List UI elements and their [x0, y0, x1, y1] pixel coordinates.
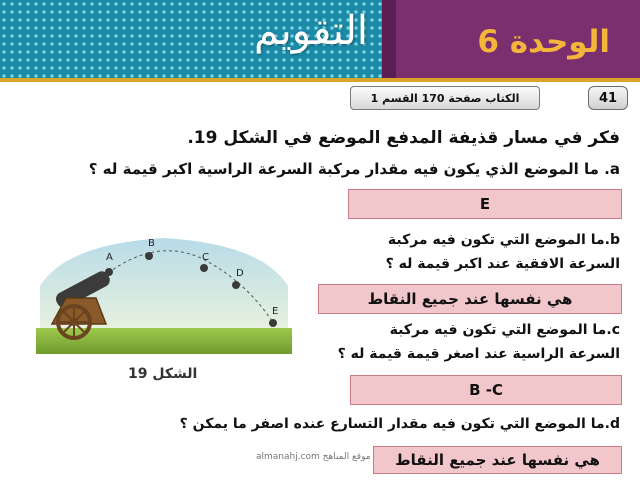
point-d-label: D [236, 268, 244, 279]
point-a-label: A [106, 252, 113, 263]
question-b [386, 228, 620, 276]
question-c [338, 318, 620, 366]
point-e-ball [269, 319, 277, 327]
point-b-ball [145, 252, 153, 260]
question-c-line2: السرعة الراسية عند اصغر قيمة قيمة له ؟ [337, 346, 620, 362]
cannon-trajectory-figure [36, 216, 292, 354]
banner-stripe [382, 0, 396, 78]
point-c-label: C [202, 252, 209, 263]
question-intro: فكر في مسار قذيفة المدفع الموضع في الشكل 19. [187, 128, 620, 148]
watermark: موقع المناهج almanahj.com [256, 452, 371, 462]
section-title: التقويم [253, 8, 368, 54]
figure-caption: الشكل 19 [128, 366, 198, 382]
point-c-ball [200, 264, 208, 272]
cannon-figure-svg [36, 216, 292, 354]
answer-c-box: B -C [350, 375, 622, 405]
header-divider [0, 78, 640, 82]
point-d-ball [232, 281, 240, 289]
point-b-label: B [148, 238, 155, 249]
question-b-line1: b.ما الموضع التي تكون فيه مركبة [387, 232, 620, 248]
point-e-label: E [272, 306, 279, 317]
answer-a-box: E [348, 189, 622, 219]
page-number-badge: 41 [588, 86, 628, 110]
unit-title: الوحدة 6 [477, 24, 610, 60]
answer-d-box: هي نفسها عند جميع النقاط [373, 446, 622, 474]
answer-b-box: هي نفسها عند جميع النقاط [318, 284, 622, 314]
question-a: a. ما الموضع الذي يكون فيه مقدار مركبة السرعة الراسية اكبر قيمة له ؟ [88, 160, 620, 178]
question-b-line2: السرعة الافقية عند اكبر قيمة له ؟ [385, 256, 620, 272]
header-section-banner [0, 0, 382, 78]
header-unit-banner [382, 0, 640, 78]
question-d: d.ما الموضع التي تكون فيه مقدار التسارع عنده اصفر ما يمكن ؟ [179, 416, 620, 432]
question-c-line1: c.ما الموضع التي تكون فيه مركبة [389, 322, 620, 338]
book-reference-box: الكتاب صفحة 170 القسم 1 [350, 86, 540, 110]
